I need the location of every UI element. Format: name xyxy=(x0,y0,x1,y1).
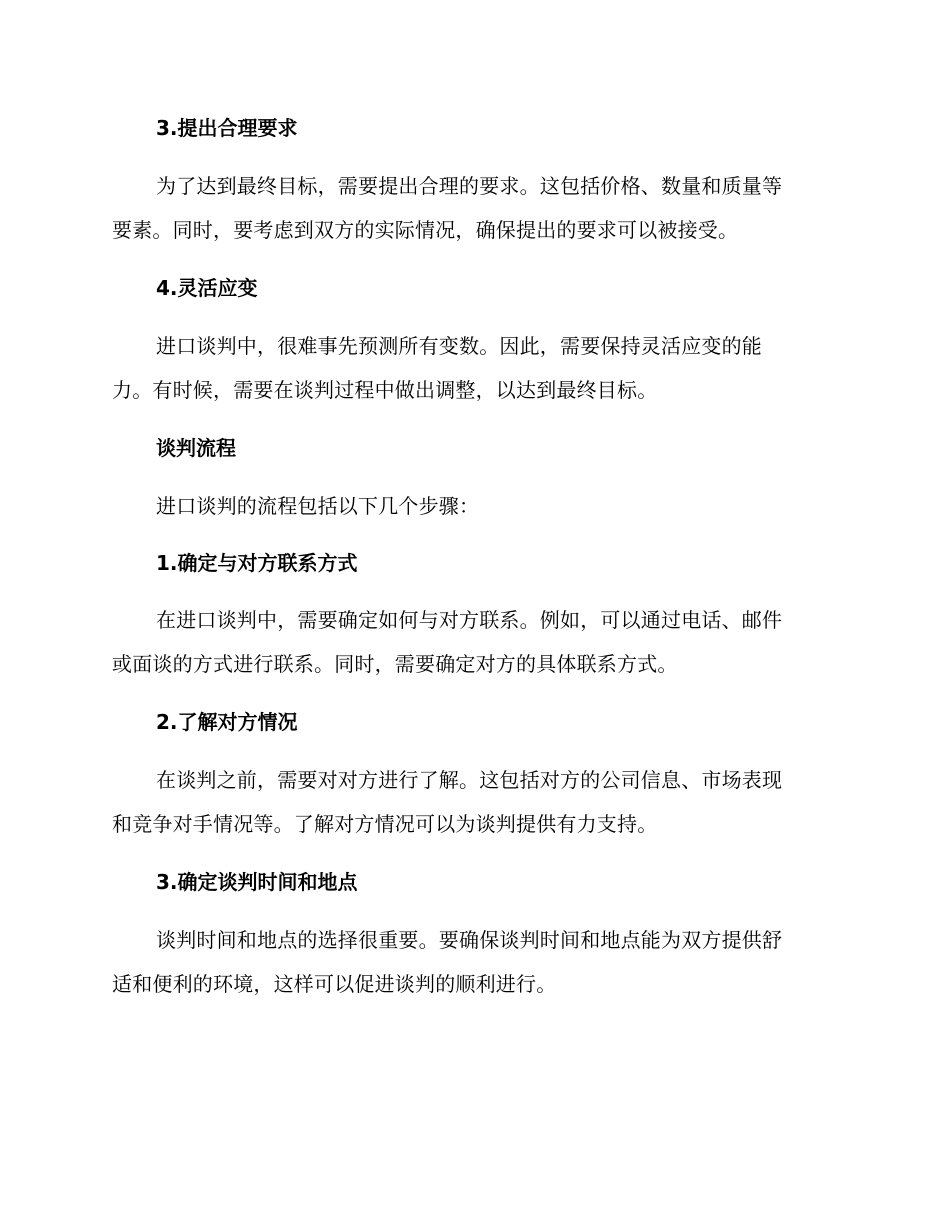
paragraph-line: 或面谈的方式进行联系。同时，需要确定对方的具体联系方式。 xyxy=(112,652,678,676)
paragraph-line: 为了达到最终目标，需要提出合理的要求。这包括价格、数量和质量等 xyxy=(156,174,783,198)
paragraph-line: 进口谈判中，很难事先预测所有变数。因此，需要保持灵活应变的能 xyxy=(156,334,762,358)
paragraph xyxy=(112,918,832,1006)
paragraph xyxy=(112,164,832,252)
paragraph xyxy=(112,324,832,412)
section-heading: 4.灵活应变 xyxy=(156,276,258,300)
section-heading: 1.确定与对方联系方式 xyxy=(156,551,358,575)
paragraph-line: 在进口谈判中，需要确定如何与对方联系。例如，可以通过电话、邮件 xyxy=(156,608,783,632)
section-heading: 2.了解对方情况 xyxy=(156,710,298,734)
paragraph-line: 要素。同时，要考虑到双方的实际情况，确保提出的要求可以被接受。 xyxy=(112,218,739,242)
paragraph xyxy=(112,598,832,686)
paragraph xyxy=(112,484,832,528)
section-heading: 谈判流程 xyxy=(156,436,236,460)
paragraph-line: 进口谈判的流程包括以下几个步骤： xyxy=(156,494,480,518)
section-heading: 3.提出合理要求 xyxy=(156,116,298,140)
paragraph-line: 谈判时间和地点的选择很重要。要确保谈判时间和地点能为双方提供舒 xyxy=(156,928,783,952)
section-heading: 3.确定谈判时间和地点 xyxy=(156,870,358,894)
paragraph-line: 在谈判之前，需要对对方进行了解。这包括对方的公司信息、市场表现 xyxy=(156,768,783,792)
paragraph-line: 适和便利的环境，这样可以促进谈判的顺利进行。 xyxy=(112,972,557,996)
paragraph-line: 和竞争对手情况等。了解对方情况可以为谈判提供有力支持。 xyxy=(112,812,658,836)
paragraph-line: 力。有时候，需要在谈判过程中做出调整，以达到最终目标。 xyxy=(112,378,658,402)
paragraph xyxy=(112,758,832,846)
